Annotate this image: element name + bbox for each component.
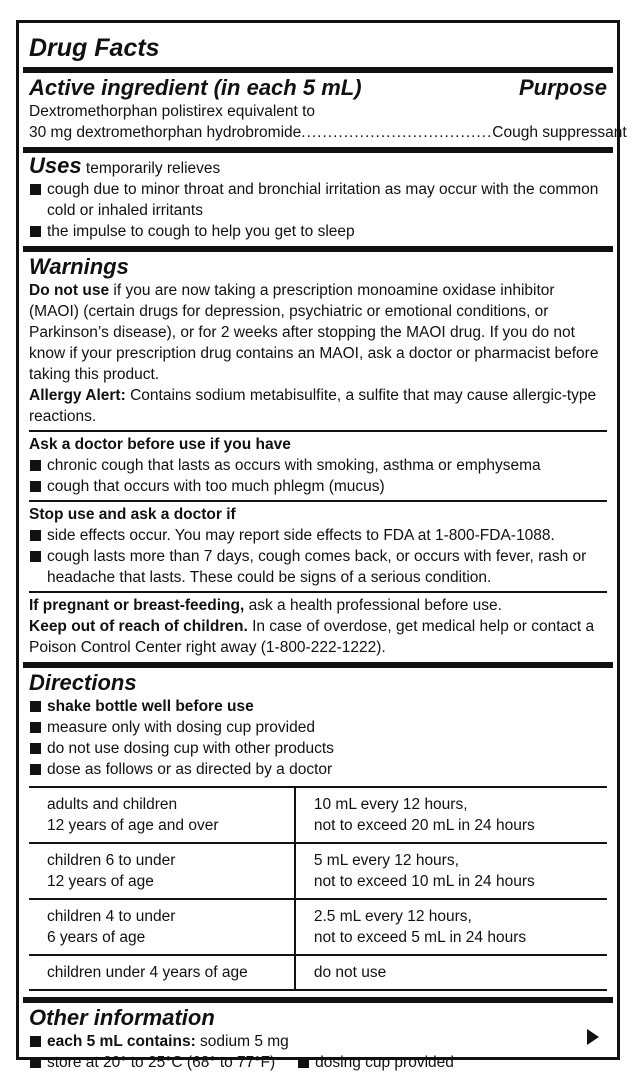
bullet-square-icon: [30, 184, 41, 195]
do-not-use-text: if you are now taking a prescription monoamine oxidase inhibitor (MAOI) (certain drugs for depression, psychiatric or emotional conditions, or Parkinson’s disease), or for 2 weeks after stopping the MAOI drug. If you do not know if your prescription drug contains an MAOI, ask a doctor or pharmacist before taking this product.: [29, 282, 599, 383]
list-item: dosing cup provided: [297, 1052, 454, 1073]
bullet-square-icon: [30, 551, 41, 562]
directions-title: Directions: [29, 670, 137, 695]
warnings-title: Warnings: [29, 254, 129, 279]
dose-cell: do not use: [295, 955, 607, 990]
divider: [29, 591, 607, 593]
ask-doctor-title: Ask a doctor before use if you have: [29, 436, 291, 453]
bullet-square-icon: [30, 764, 41, 775]
list-item: store at 20° to 25°C (68° to 77°F): [29, 1052, 275, 1073]
age-cell: children 4 to under 6 years of age: [29, 899, 295, 955]
bullet-square-icon: [30, 226, 41, 237]
do-not-use-label: Do not use: [29, 282, 110, 299]
table-row: [29, 843, 607, 899]
list-item: cough that occurs with too much phlegm (mucus): [29, 476, 607, 497]
allergy-alert-label: Allergy Alert:: [29, 387, 126, 404]
allergy-alert-paragraph: [29, 385, 607, 427]
keep-out-label: Keep out of reach of children.: [29, 618, 248, 635]
dosage-table: [29, 786, 607, 991]
list-item: side effects occur. You may report side effects to FDA at 1-800-FDA-1088.: [29, 525, 607, 546]
active-ingredient-line2: [29, 122, 627, 143]
stop-use-title: Stop use and ask a doctor if: [29, 506, 236, 523]
bullet-square-icon: [30, 460, 41, 471]
purpose-value: Cough suppressant: [492, 124, 627, 141]
list-item: the impulse to cough to help you get to sleep: [29, 221, 607, 242]
other-info-row: [29, 1052, 607, 1073]
list-item: chronic cough that lasts as occurs with smoking, asthma or emphysema: [29, 455, 607, 476]
active-ingredient-title: Active ingredient (in each 5 mL): [29, 75, 362, 100]
bullet-square-icon: [30, 481, 41, 492]
age-cell: adults and children 12 years of age and over: [29, 787, 295, 843]
divider: [23, 997, 613, 1003]
divider: [23, 67, 613, 73]
sodium-label: each 5 mL contains:: [47, 1033, 196, 1050]
bullet-square-icon: [30, 530, 41, 541]
dose-cell: 10 mL every 12 hours, not to exceed 20 mL in 24 hours: [295, 787, 607, 843]
drug-facts-panel: [16, 20, 627, 1071]
list-item: shake bottle well before use: [29, 696, 607, 717]
bullet-square-icon: [30, 1036, 41, 1047]
purpose-title: Purpose: [518, 75, 607, 100]
list-item: measure only with dosing cup provided: [29, 717, 607, 738]
active-ingredient-name: 30 mg dextromethorphan hydrobromide: [29, 124, 302, 141]
pregnant-paragraph: [29, 595, 607, 616]
table-row: [29, 899, 607, 955]
list-item: cough lasts more than 7 days, cough comes back, or occurs with fever, rash or headache that lasts. These could be signs of a serious condition.: [29, 546, 607, 588]
uses-intro: temporarily relieves: [85, 160, 221, 177]
age-cell: children 6 to under 12 years of age: [29, 843, 295, 899]
divider: [23, 246, 613, 252]
other-info-title: Other information: [29, 1005, 215, 1030]
divider: [29, 430, 607, 432]
keep-out-text: In case of overdose, get medical help or contact a Poison Control Center right away (1-800-222-1222).: [29, 618, 595, 656]
pregnant-label: If pregnant or breast-feeding,: [29, 597, 245, 614]
pregnant-text: ask a health professional before use.: [248, 597, 502, 614]
dose-cell: 2.5 mL every 12 hours, not to exceed 5 mL in 24 hours: [295, 899, 607, 955]
bullet-square-icon: [30, 722, 41, 733]
leader-dots: ....................................: [301, 124, 493, 141]
divider: [23, 147, 613, 153]
bullet-square-icon: [30, 1057, 41, 1068]
divider: [29, 500, 607, 502]
sodium-text: sodium 5 mg: [200, 1033, 289, 1050]
list-item: cough due to minor throat and bronchial irritation as may occur with the common cold or inhaled irritants: [29, 179, 607, 221]
list-item: do not use dosing cup with other products: [29, 738, 607, 759]
bullet-square-icon: [298, 1057, 309, 1068]
allergy-alert-text: Contains sodium metabisulfite, a sulfite that may cause allergic-type reactions.: [29, 387, 597, 425]
divider: [23, 662, 613, 668]
drug-facts-title: Drug Facts: [29, 34, 160, 62]
continue-arrow-icon: [587, 1029, 599, 1045]
uses-header: [29, 155, 607, 179]
active-ingredient-line1: Dextromethorphan polistirex equivalent to: [29, 103, 316, 120]
active-ingredient-header: [29, 75, 607, 101]
table-row: [29, 787, 607, 843]
bullet-square-icon: [30, 701, 41, 712]
bullet-square-icon: [30, 743, 41, 754]
uses-title: Uses: [29, 153, 82, 178]
table-row: [29, 955, 607, 990]
do-not-use-paragraph: [29, 280, 607, 385]
age-cell: children under 4 years of age: [29, 955, 295, 990]
dose-cell: 5 mL every 12 hours, not to exceed 10 mL in 24 hours: [295, 843, 607, 899]
keep-out-paragraph: [29, 616, 607, 658]
list-item: dose as follows or as directed by a doctor: [29, 759, 607, 780]
list-item: [29, 1031, 607, 1052]
